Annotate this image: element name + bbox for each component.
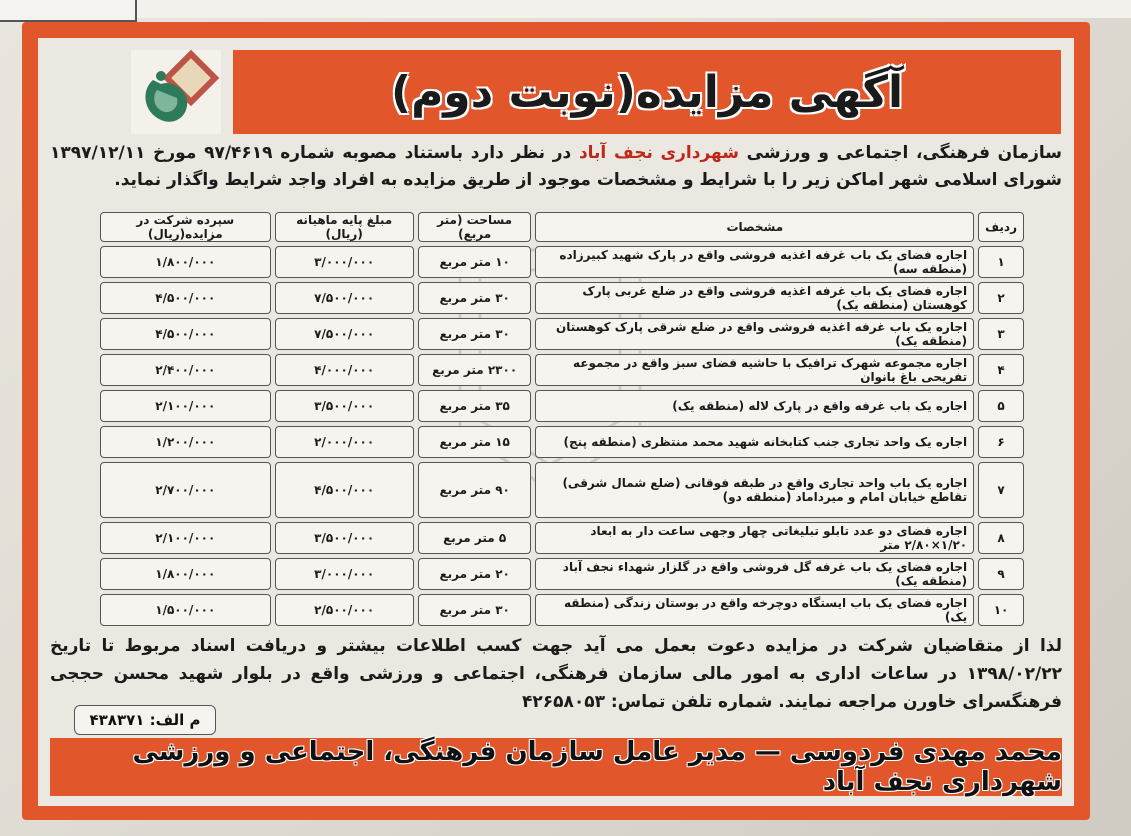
- row-area: ۱۰ متر مربع: [418, 246, 532, 278]
- table-row: [100, 354, 1024, 386]
- intro-text-2: در نظر دارد باستناد مصوبه شماره ۹۷/۴۶۱۹ مورخ ۱۳۹۷/۱۲/۱۱ شورای اسلامی شهر اماکن زیر را با شرایط و مشخصات موجود از طریق مزایده به افراد واجد شرایط واگذار نماید.: [50, 143, 1062, 190]
- row-number: ۷: [978, 462, 1024, 518]
- table-row: [100, 318, 1024, 350]
- footer-banner: [50, 738, 1062, 796]
- table-row: [100, 522, 1024, 554]
- row-base-price: ۲/۰۰۰/۰۰۰: [275, 426, 414, 458]
- row-spec: اجاره فضای دو عدد تابلو تبلیغاتی چهار وجهی ساعت دار به ابعاد ۱/۲۰×۲/۸۰ متر: [535, 522, 974, 554]
- row-spec: اجاره مجموعه شهرک ترافیک با حاشیه فضای سبز واقع در مجموعه تفریحی باغ بانوان: [535, 354, 974, 386]
- row-deposit: ۲/۷۰۰/۰۰۰: [100, 462, 271, 518]
- row-base-price: ۷/۵۰۰/۰۰۰: [275, 282, 414, 314]
- ad-title: آگهی مزایده(نوبت دوم): [390, 66, 904, 118]
- auction-table: [96, 208, 1028, 630]
- top-corner-box: [0, 0, 137, 22]
- row-spec: اجاره فضای یک باب ایستگاه دوچرخه واقع در بوستان زندگی (منطقه یک): [535, 594, 974, 626]
- row-spec: اجاره فضای یک باب غرفه گل فروشی واقع در گلزار شهداء نجف آباد (منطقه یک): [535, 558, 974, 590]
- header-row-number: ردیف: [978, 212, 1024, 242]
- table-row: [100, 462, 1024, 518]
- row-base-price: ۲/۵۰۰/۰۰۰: [275, 594, 414, 626]
- row-base-price: ۳/۵۰۰/۰۰۰: [275, 390, 414, 422]
- row-spec: اجاره یک واحد تجاری جنب کتابخانه شهید محمد منتظری (منطقه پنج): [535, 426, 974, 458]
- row-area: ۵ متر مربع: [418, 522, 532, 554]
- intro-text-1: سازمان فرهنگی، اجتماعی و ورزشی: [738, 143, 1062, 163]
- row-spec: اجاره یک باب غرفه اغذیه فروشی واقع در ضلع شرقی پارک کوهستان (منطقه یک): [535, 318, 974, 350]
- row-spec: اجاره یک باب غرفه واقع در پارک لاله (منطقه یک): [535, 390, 974, 422]
- table-row: [100, 426, 1024, 458]
- row-base-price: ۴/۰۰۰/۰۰۰: [275, 354, 414, 386]
- row-area: ۳۰ متر مربع: [418, 282, 532, 314]
- row-number: ۹: [978, 558, 1024, 590]
- row-area: ۲۰ متر مربع: [418, 558, 532, 590]
- row-deposit: ۱/۸۰۰/۰۰۰: [100, 246, 271, 278]
- row-area: ۱۵ متر مربع: [418, 426, 532, 458]
- row-deposit: ۴/۵۰۰/۰۰۰: [100, 318, 271, 350]
- table-row: [100, 246, 1024, 278]
- table-row: [100, 282, 1024, 314]
- row-number: ۵: [978, 390, 1024, 422]
- row-number: ۱۰: [978, 594, 1024, 626]
- row-number: ۶: [978, 426, 1024, 458]
- table-header-row: [100, 212, 1024, 242]
- header-deposit: سپرده شرکت در مزایده(ریال): [100, 212, 271, 242]
- row-base-price: ۳/۰۰۰/۰۰۰: [275, 246, 414, 278]
- row-base-price: ۴/۵۰۰/۰۰۰: [275, 462, 414, 518]
- org-name: شهرداری نجف آباد: [578, 143, 739, 163]
- row-number: ۱: [978, 246, 1024, 278]
- row-spec: اجاره فضای یک باب غرفه اغذیه فروشی واقع در پارک شهید کبیرزاده (منطقه سه): [535, 246, 974, 278]
- ad-reference-code: م الف: ۴۳۸۳۷۱: [74, 705, 216, 735]
- row-spec: اجاره فضای یک باب غرفه اغذیه فروشی واقع در ضلع غربی پارک کوهستان (منطقه یک): [535, 282, 974, 314]
- row-area: ۳۵ متر مربع: [418, 390, 532, 422]
- row-deposit: ۱/۲۰۰/۰۰۰: [100, 426, 271, 458]
- row-deposit: ۴/۵۰۰/۰۰۰: [100, 282, 271, 314]
- table-row: [100, 390, 1024, 422]
- row-number: ۸: [978, 522, 1024, 554]
- row-number: ۲: [978, 282, 1024, 314]
- org-logo: [131, 50, 221, 134]
- row-deposit: ۲/۱۰۰/۰۰۰: [100, 522, 271, 554]
- row-area: ۳۰ متر مربع: [418, 594, 532, 626]
- row-area: ۲۳۰۰ متر مربع: [418, 354, 532, 386]
- row-area: ۳۰ متر مربع: [418, 318, 532, 350]
- row-deposit: ۱/۸۰۰/۰۰۰: [100, 558, 271, 590]
- row-base-price: ۳/۰۰۰/۰۰۰: [275, 558, 414, 590]
- row-base-price: ۳/۵۰۰/۰۰۰: [275, 522, 414, 554]
- intro-paragraph: [50, 140, 1062, 194]
- org-logo-icon: [131, 50, 221, 134]
- row-deposit: ۱/۵۰۰/۰۰۰: [100, 594, 271, 626]
- row-deposit: ۲/۴۰۰/۰۰۰: [100, 354, 271, 386]
- table-row: [100, 594, 1024, 626]
- table-row: [100, 558, 1024, 590]
- header-spec: مشخصات: [535, 212, 974, 242]
- row-spec: اجاره یک باب واحد تجاری واقع در طبقه فوقانی (ضلع شمال شرقی) تقاطع خیابان امام و میرداماد (منطقه دو): [535, 462, 974, 518]
- row-number: ۳: [978, 318, 1024, 350]
- row-base-price: ۷/۵۰۰/۰۰۰: [275, 318, 414, 350]
- title-banner: [233, 50, 1061, 134]
- header-base-price: مبلغ پایه ماهیانه (ریال): [275, 212, 414, 242]
- signatory-line: محمد مهدی فردوسی — مدیر عامل سازمان فرهنگی، اجتماعی و ورزشی شهرداری نجف آباد: [132, 737, 1062, 797]
- row-area: ۹۰ متر مربع: [418, 462, 532, 518]
- row-number: ۴: [978, 354, 1024, 386]
- row-deposit: ۲/۱۰۰/۰۰۰: [100, 390, 271, 422]
- top-strip: [0, 0, 1131, 18]
- header-area: مساحت (متر مربع): [418, 212, 532, 242]
- closing-paragraph: لذا از متقاضیان شرکت در مزایده دعوت بعمل می آید جهت کسب اطلاعات بیشتر و دریافت اسناد مربوط تا تاریخ ۱۳۹۸/۰۲/۲۲ در ساعات اداری به امور مالی سازمان فرهنگی، اجتماعی و ورزشی واقع در بلوار شهید محسن حججی فرهنگسرای خاورن مراجعه نمایند. شماره تلفن تماس: ۴۲۶۵۸۰۵۳: [50, 636, 1062, 712]
